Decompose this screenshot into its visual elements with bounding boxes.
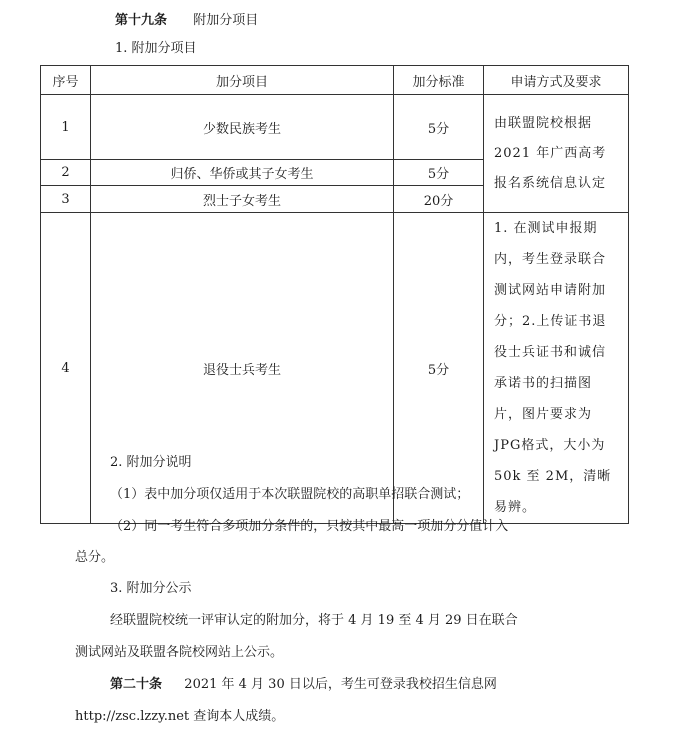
article-20-text: 2021 年 4 月 30 日以后，考生可登录我校招生信息网 [184,677,497,692]
row-item: 退役士兵考生 [91,213,394,524]
row-no: 1 [41,95,91,160]
section-2-heading: 2. 附加分说明 [110,455,192,470]
note-2-line-1: （2）同一考生符合多项加分条件的，只按其中最高一项加分分值计入 [110,519,509,534]
row-score: 5分 [394,213,484,524]
table-header-row [41,66,629,95]
article-19-title: 附加分项目 [193,13,259,28]
row-item: 归侨、华侨或其子女考生 [91,160,394,186]
method-cell-rows-1-3: 由联盟院校根据 2021 年广西高考报名系统信息认定 [484,95,629,213]
header-method: 申请方式及要求 [484,66,629,95]
row-score: 5分 [394,160,484,186]
header-item: 加分项目 [91,66,394,95]
row-no: 3 [41,186,91,213]
article-20-line-2: http://zsc.lzzy.net 查询本人成绩。 [75,709,285,724]
article-19-number: 第十九条 [115,13,168,28]
article-20-number: 第二十条 [110,677,163,692]
note-1: （1）表中加分项仅适用于本次联盟院校的高职单招联合测试； [110,487,470,502]
article-19-heading [115,12,258,30]
article-20-line-1 [110,676,497,694]
header-score: 加分标准 [394,66,484,95]
publicity-line-1: 经联盟院校统一评审认定的附加分，将于 4 月 19 至 4 月 29 日在联合 [110,613,518,628]
header-no: 序号 [41,66,91,95]
section-1-heading: 1. 附加分项目 [115,41,197,56]
row-item: 少数民族考生 [91,95,394,160]
publicity-line-2: 测试网站及联盟各院校网站上公示。 [75,645,284,660]
row-score: 5分 [394,95,484,160]
row-no: 2 [41,160,91,186]
row-no: 4 [41,213,91,524]
method-cell-row-4: 1. 在测试申报期内，考生登录联合测试网站申请附加分；2.上传证书退役士兵证书和诚信承诺书的扫描图片，图片要求为JPG格式，大小为 50k 至 2M，清晰易辨。 [484,213,629,524]
section-3-heading: 3. 附加分公示 [110,581,192,596]
note-2-line-2: 总分。 [75,550,115,565]
table-row [41,213,629,524]
row-item: 烈士子女考生 [91,186,394,213]
table-row [41,95,629,160]
row-score: 20分 [394,186,484,213]
